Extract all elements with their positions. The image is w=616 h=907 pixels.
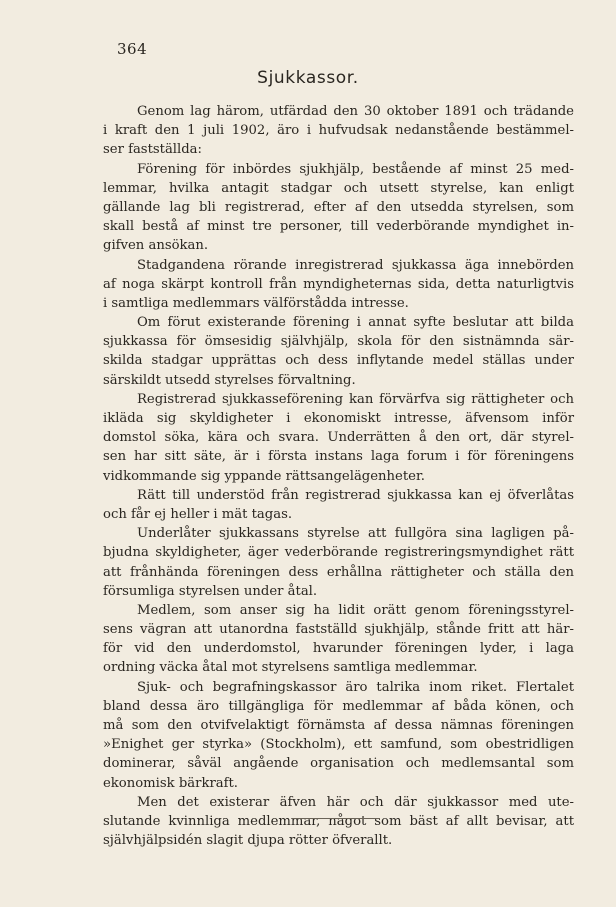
text-line: i kraft den 1 juli 1902, äro i hufvudsak nedanstående bestämmel- <box>103 123 574 139</box>
text-line: vidkommande sig yppande rättsangelägenheter. <box>103 468 425 484</box>
page-title: Sjukkassor. <box>257 68 359 88</box>
text-line: Registrerad sjukkasseförening kan förvärfva sig rättigheter och <box>137 391 574 407</box>
text-line: sjukkassa för ömsesidig självhjälp, skola för den sistnämnda sär- <box>103 334 574 350</box>
text-line: bland dessa äro tillgängliga för medlemmar af båda könen, och <box>103 698 574 714</box>
text-line: ekonomisk bärkraft. <box>103 775 238 791</box>
text-line: ikläda sig skyldigheter i ekonomiskt intresse, äfvensom inför <box>103 411 574 426</box>
text-line: Förening för inbördes sjukhjälp, bestående af minst 25 med- <box>137 161 574 177</box>
text-line: för vid den underdomstol, hvarunder föreningen lyder, i laga <box>103 641 574 657</box>
text-line: domstol söka, kära och svara. Underrätten å den ort, där styrel- <box>103 430 574 446</box>
text-line: lemmar, hvilka antagit stadgar och utsett styrelse, kan enligt <box>103 180 574 196</box>
page-number: 364 <box>117 40 148 58</box>
end-rule <box>292 818 380 819</box>
text-line: Men det existerar äfven här och där sjukkassor med ute- <box>137 794 574 810</box>
text-line: gifven ansökan. <box>103 238 209 254</box>
text-line: Genom lag härom, utfärdad den 30 oktober 1891 och trädande <box>137 104 574 119</box>
text-line: bjudna skyldigheter, äger vederbörande registreringsmyndighet rätt <box>103 545 574 561</box>
text-line: särskildt utsedd styrelses förvaltning. <box>103 372 356 388</box>
text-line: sen har sitt säte, är i första instans laga forum i för föreningens <box>103 449 574 465</box>
text-line: självhjälpsidén slagit djupa rötter öfverallt. <box>103 833 393 849</box>
text-line: Underlåter sjukkassans styrelse att fullgöra sina lagligen på- <box>137 526 574 542</box>
body-text <box>103 102 574 850</box>
text-line: skall bestå af minst tre personer, till vederbörande myndighet in- <box>103 219 574 235</box>
text-line: skilda stadgar upprättas och dess inflytande medel ställas under <box>103 353 574 369</box>
text-line: Om förut existerande förening i annat syfte beslutar att bilda <box>137 315 574 331</box>
text-line: Medlem, som anser sig ha lidit orätt genom föreningsstyrel- <box>137 602 574 618</box>
text-line: och får ej heller i mät tagas. <box>103 506 293 522</box>
text-line: gällande lag bli registrerad, efter af den utsedda styrelsen, som <box>103 199 574 215</box>
text-line: Sjuk- och begrafningskassor äro talrika inom riket. Flertalet <box>137 679 574 695</box>
text-line: ordning väcka åtal mot styrelsens samtliga medlemmar. <box>103 660 478 676</box>
text-line: försumliga styrelsen under åtal. <box>103 583 318 599</box>
text-line: ser fastställda: <box>103 142 202 158</box>
text-line: af noga skärpt kontroll från myndigheternas sida, detta naturligtvis <box>103 276 574 292</box>
text-line: att frånhända föreningen dess erhållna rättigheter och ställa den <box>103 564 574 580</box>
text-line: dominerar, såväl angående organisation och medlemsantal som <box>103 756 574 772</box>
text-line: må som den otvifvelaktigt förnämsta af dessa nämnas föreningen <box>103 718 574 733</box>
text-line: slutande kvinnliga medlemmar, något som bäst af allt bevisar, att <box>103 813 574 829</box>
text-line: Rätt till understöd från registrerad sjukkassa kan ej öfverlåtas <box>137 487 574 503</box>
text-line: i samtliga medlemmars välförstådda intresse. <box>103 295 409 311</box>
text-line: sens vägran att utanordna fastställd sjukhjälp, stånde fritt att här- <box>103 622 574 638</box>
text-line: Stadgandena rörande inregistrerad sjukkassa äga innebörden <box>137 257 574 273</box>
text-line: »Enighet ger styrka» (Stockholm), ett samfund, som obestridligen <box>103 737 574 753</box>
